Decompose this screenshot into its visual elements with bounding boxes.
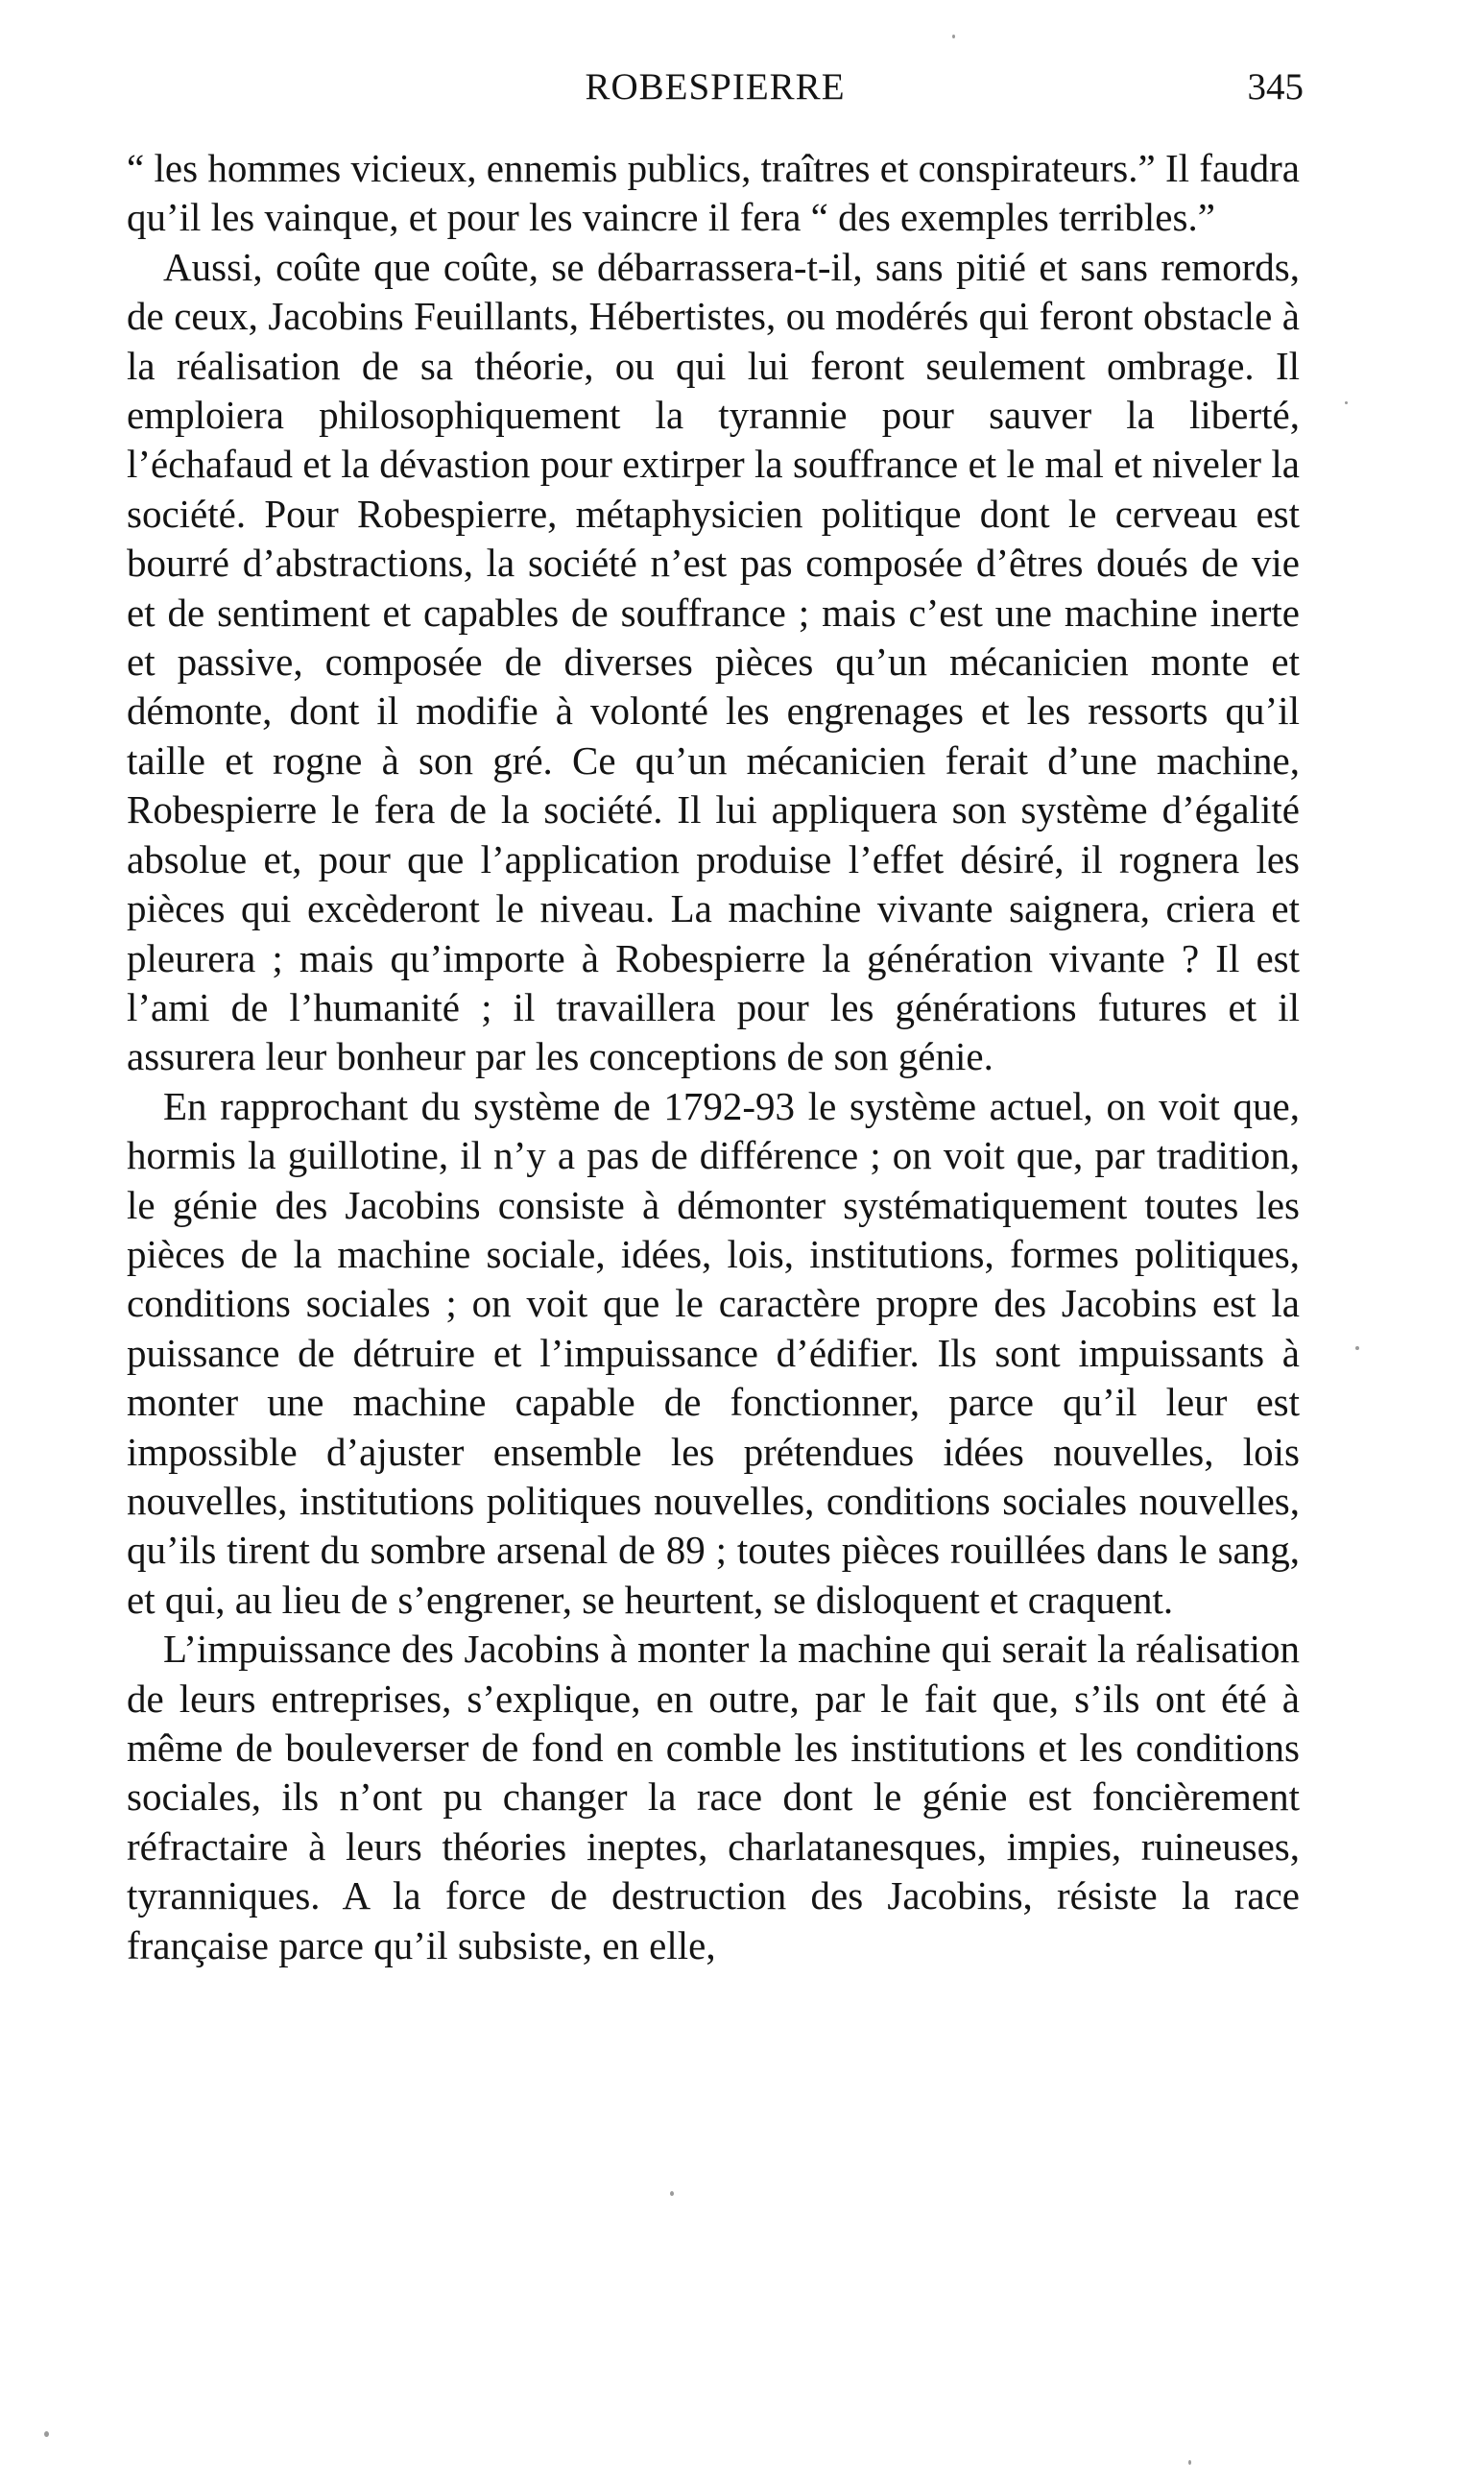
paper-speck <box>952 35 955 38</box>
running-title: ROBESPIERRE <box>585 66 846 108</box>
paragraph-1: “ les hommes vicieux, ennemis publics, traîtres et conspirateurs.” Il faudra qu’il les vainque, et pour les vaincre il fera “ des exemples terribles.” <box>127 146 1300 240</box>
paper-speck <box>44 2431 49 2437</box>
paper-speck <box>670 2191 674 2196</box>
paragraph-4: L’impuissance des Jacobins à monter la machine qui serait la réalisation de leurs entreprises, s’explique, en outre, par le fait que, s’ils ont été à même de bouleverser de fond en comble les institutions et les conditions sociales, ils n’ont pu changer la race dont le génie est foncièrement réfractaire à leurs théories ineptes, charlatanesques, impies, ruineuses, tyranniques. A la force de destruction des Jacobins, résiste la race française parce qu’il subsiste, en elle, <box>127 1627 1300 1967</box>
running-head <box>127 65 1304 123</box>
paper-speck <box>1188 2460 1191 2465</box>
paper-speck <box>1345 401 1348 404</box>
paragraph-2: Aussi, coûte que coûte, se débarrassera-t-il, sans pitié et sans remords, de ceux, Jacobins Feuillants, Hébertistes, ou modérés qui feront obstacle à la réalisation de sa théorie, ou qui lui feront seulement ombrage. Il emploiera philosophiquement la tyrannie pour sauver la liberté, l’échafaud et la dévastion pour extirper la souffrance et le mal et niveler la société. Pour Robespierre, métaphysicien politique dont le cerveau est bourré d’abstractions, la société n’est pas composée d’êtres doués de vie et de sentiment et capables de souffrance ; mais c’est une machine inerte et passive, composée de diverses pièces qu’un mécanicien monte et démonte, dont il modifie à volonté les engrenages et les ressorts qu’il taille et rogne à son gré. Ce qu’un mécanicien ferait d’une machine, Robespierre le fera de la société. Il lui appliquera son système d’égalité absolue et, pour que l’application produise l’effet désiré, il rognera les pièces qui excèderont le niveau. La machine vivante saignera, criera et pleurera ; mais qu’importe à Robespierre la génération vivante ? Il est l’ami de l’humanité ; il travaillera pour les générations futures et il assurera leur bonheur par les conceptions de son génie. <box>127 244 1300 1079</box>
paragraph-3: En rapprochant du système de 1792-93 le système actuel, on voit que, hormis la guillotine, il n’y a pas de différence ; on voit que, par tradition, le génie des Jacobins consiste à démonter systématiquement toutes les pièces de la machine sociale, idées, lois, institutions, formes politiques, conditions sociales ; on voit que le caractère propre des Jacobins est la puissance de détruire et l’impuissance d’édifier. Ils sont impuissants à monter une machine capable de fonctionner, parce qu’il leur est impossible d’ajuster ensemble les prétendues idées nouvelles, lois nouvelles, institutions politiques nouvelles, conditions sociales nouvelles, qu’ils tirent du sombre arsenal de 89 ; toutes pièces rouillées dans le sang, et qui, au lieu de s’engrener, se heurtent, se disloquent et craquent. <box>127 1083 1300 1622</box>
paper-speck <box>1355 1346 1359 1350</box>
page-number: 345 <box>1247 66 1304 108</box>
body-text <box>127 144 1300 1970</box>
